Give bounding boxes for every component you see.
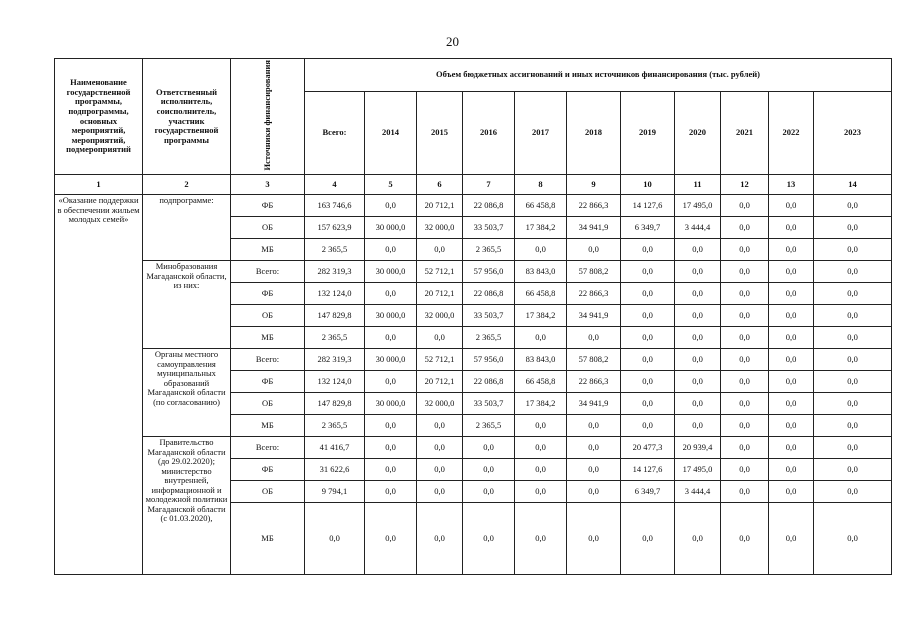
- value-cell: 0,0: [769, 481, 814, 503]
- value-cell: 0,0: [675, 415, 721, 437]
- value-cell: 0,0: [675, 327, 721, 349]
- value-cell: 0,0: [721, 503, 769, 575]
- value-cell: 0,0: [814, 349, 892, 371]
- value-cell: 30 000,0: [365, 261, 417, 283]
- value-cell: 83 843,0: [515, 261, 567, 283]
- value-cell: 0,0: [675, 305, 721, 327]
- value-cell: 22 086,8: [463, 283, 515, 305]
- value-cell: 0,0: [365, 459, 417, 481]
- value-cell: 0,0: [621, 327, 675, 349]
- page-number: 20: [446, 34, 459, 49]
- value-cell: 17 384,2: [515, 217, 567, 239]
- value-cell: 0,0: [769, 371, 814, 393]
- value-cell: 0,0: [621, 393, 675, 415]
- value-cell: 282 319,3: [305, 349, 365, 371]
- value-cell: 3 444,4: [675, 217, 721, 239]
- value-cell: 0,0: [621, 371, 675, 393]
- header-column-number: 3: [231, 175, 305, 195]
- value-cell: 34 941,9: [567, 217, 621, 239]
- value-cell: 66 458,8: [515, 371, 567, 393]
- value-cell: 0,0: [769, 503, 814, 575]
- value-cell: 0,0: [567, 459, 621, 481]
- value-cell: 0,0: [417, 415, 463, 437]
- header-funding-source-text: Источники финансирования: [261, 60, 272, 171]
- funding-source-cell: ФБ: [231, 459, 305, 481]
- funding-source-cell: ОБ: [231, 481, 305, 503]
- value-cell: 0,0: [721, 261, 769, 283]
- value-cell: 6 349,7: [621, 217, 675, 239]
- value-cell: 33 503,7: [463, 305, 515, 327]
- value-cell: 0,0: [417, 327, 463, 349]
- executor-cell: Минобразования Магаданской области, из них:: [143, 261, 231, 349]
- value-cell: 22 866,3: [567, 195, 621, 217]
- value-cell: 163 746,6: [305, 195, 365, 217]
- value-cell: 0,0: [567, 503, 621, 575]
- value-cell: 0,0: [463, 503, 515, 575]
- table-row: [55, 349, 892, 371]
- funding-source-cell: ОБ: [231, 217, 305, 239]
- value-cell: 0,0: [365, 195, 417, 217]
- header-column-number: 11: [675, 175, 721, 195]
- value-cell: 0,0: [769, 437, 814, 459]
- value-cell: 0,0: [721, 327, 769, 349]
- value-cell: 0,0: [675, 261, 721, 283]
- value-cell: 0,0: [567, 437, 621, 459]
- value-cell: 147 829,8: [305, 305, 365, 327]
- value-cell: 0,0: [463, 459, 515, 481]
- header-year: 2017: [515, 91, 567, 174]
- value-cell: 0,0: [814, 217, 892, 239]
- value-cell: 32 000,0: [417, 217, 463, 239]
- value-cell: 0,0: [515, 437, 567, 459]
- value-cell: 31 622,6: [305, 459, 365, 481]
- header-year: 2015: [417, 91, 463, 174]
- header-year: 2020: [675, 91, 721, 174]
- value-cell: 57 808,2: [567, 261, 621, 283]
- value-cell: 20 939,4: [675, 437, 721, 459]
- value-cell: 147 829,8: [305, 393, 365, 415]
- value-cell: 0,0: [567, 481, 621, 503]
- header-executor: Ответственный исполнитель, соисполнитель, участник государственной программы: [143, 59, 231, 175]
- header-column-number: 9: [567, 175, 621, 195]
- value-cell: 0,0: [675, 283, 721, 305]
- value-cell: 17 384,2: [515, 393, 567, 415]
- value-cell: 66 458,8: [515, 283, 567, 305]
- value-cell: 0,0: [365, 503, 417, 575]
- value-cell: 0,0: [814, 327, 892, 349]
- value-cell: 0,0: [365, 371, 417, 393]
- value-cell: 0,0: [769, 459, 814, 481]
- value-cell: 0,0: [365, 327, 417, 349]
- value-cell: 0,0: [721, 195, 769, 217]
- value-cell: 0,0: [463, 437, 515, 459]
- value-cell: 0,0: [814, 437, 892, 459]
- header-year: 2023: [814, 91, 892, 174]
- value-cell: 0,0: [417, 437, 463, 459]
- value-cell: 0,0: [417, 503, 463, 575]
- value-cell: 0,0: [814, 393, 892, 415]
- funding-source-cell: МБ: [231, 239, 305, 261]
- funding-source-cell: ФБ: [231, 371, 305, 393]
- value-cell: 0,0: [675, 239, 721, 261]
- value-cell: 20 712,1: [417, 371, 463, 393]
- value-cell: 83 843,0: [515, 349, 567, 371]
- value-cell: 0,0: [515, 239, 567, 261]
- value-cell: 0,0: [621, 261, 675, 283]
- value-cell: 132 124,0: [305, 283, 365, 305]
- value-cell: 6 349,7: [621, 481, 675, 503]
- header-year: 2019: [621, 91, 675, 174]
- value-cell: 33 503,7: [463, 217, 515, 239]
- header-year: 2018: [567, 91, 621, 174]
- value-cell: 14 127,6: [621, 195, 675, 217]
- value-cell: 282 319,3: [305, 261, 365, 283]
- funding-source-cell: ФБ: [231, 283, 305, 305]
- funding-source-cell: Всего:: [231, 261, 305, 283]
- header-column-number: 14: [814, 175, 892, 195]
- value-cell: 0,0: [814, 261, 892, 283]
- value-cell: 0,0: [769, 195, 814, 217]
- value-cell: 0,0: [567, 415, 621, 437]
- funding-source-cell: Всего:: [231, 437, 305, 459]
- value-cell: 0,0: [567, 327, 621, 349]
- value-cell: 0,0: [515, 503, 567, 575]
- value-cell: 30 000,0: [365, 393, 417, 415]
- value-cell: 0,0: [721, 305, 769, 327]
- value-cell: 0,0: [721, 437, 769, 459]
- value-cell: 0,0: [305, 503, 365, 575]
- value-cell: 157 623,9: [305, 217, 365, 239]
- value-cell: 0,0: [515, 481, 567, 503]
- header-year: Всего:: [305, 91, 365, 174]
- program-name-cell: «Оказание поддержки в обеспечении жильем молодых семей»: [55, 195, 143, 575]
- header-column-number: 5: [365, 175, 417, 195]
- header-year: 2021: [721, 91, 769, 174]
- value-cell: 0,0: [365, 437, 417, 459]
- value-cell: 0,0: [814, 415, 892, 437]
- value-cell: 30 000,0: [365, 217, 417, 239]
- value-cell: 2 365,5: [463, 415, 515, 437]
- value-cell: 0,0: [417, 459, 463, 481]
- value-cell: 32 000,0: [417, 305, 463, 327]
- value-cell: 132 124,0: [305, 371, 365, 393]
- value-cell: 0,0: [621, 503, 675, 575]
- value-cell: 41 416,7: [305, 437, 365, 459]
- executor-cell: Органы местного самоуправления муниципальных образований Магаданской области (по согласованию): [143, 349, 231, 437]
- header-year: 2014: [365, 91, 417, 174]
- value-cell: 20 477,3: [621, 437, 675, 459]
- value-cell: 0,0: [365, 415, 417, 437]
- header-program-name: Наименование государственной программы, подпрограммы, основных мероприятий, мероприятий, подмероприятий: [55, 59, 143, 175]
- value-cell: 0,0: [675, 393, 721, 415]
- value-cell: 57 956,0: [463, 261, 515, 283]
- table-row: [55, 437, 892, 459]
- value-cell: 0,0: [721, 393, 769, 415]
- value-cell: 0,0: [675, 503, 721, 575]
- value-cell: 0,0: [721, 239, 769, 261]
- value-cell: 0,0: [769, 239, 814, 261]
- value-cell: 0,0: [721, 481, 769, 503]
- value-cell: 33 503,7: [463, 393, 515, 415]
- value-cell: 0,0: [769, 393, 814, 415]
- value-cell: 0,0: [621, 283, 675, 305]
- header-column-number: 10: [621, 175, 675, 195]
- value-cell: 2 365,5: [305, 415, 365, 437]
- value-cell: 0,0: [769, 327, 814, 349]
- value-cell: 0,0: [675, 371, 721, 393]
- value-cell: 52 712,1: [417, 349, 463, 371]
- value-cell: 66 458,8: [515, 195, 567, 217]
- value-cell: 0,0: [515, 327, 567, 349]
- value-cell: 30 000,0: [365, 305, 417, 327]
- value-cell: 22 086,8: [463, 371, 515, 393]
- table-row: [55, 261, 892, 283]
- funding-source-cell: МБ: [231, 503, 305, 575]
- value-cell: 0,0: [769, 305, 814, 327]
- value-cell: 0,0: [769, 415, 814, 437]
- value-cell: 22 866,3: [567, 371, 621, 393]
- value-cell: 0,0: [621, 349, 675, 371]
- value-cell: 0,0: [365, 283, 417, 305]
- header-column-number: 13: [769, 175, 814, 195]
- value-cell: 32 000,0: [417, 393, 463, 415]
- value-cell: 0,0: [721, 415, 769, 437]
- value-cell: 0,0: [365, 481, 417, 503]
- value-cell: 0,0: [515, 459, 567, 481]
- value-cell: 34 941,9: [567, 393, 621, 415]
- value-cell: 0,0: [814, 503, 892, 575]
- value-cell: 3 444,4: [675, 481, 721, 503]
- budget-table: [54, 58, 892, 575]
- value-cell: 30 000,0: [365, 349, 417, 371]
- header-column-number: 7: [463, 175, 515, 195]
- value-cell: 0,0: [365, 239, 417, 261]
- value-cell: 0,0: [814, 283, 892, 305]
- value-cell: 2 365,5: [305, 327, 365, 349]
- value-cell: 20 712,1: [417, 283, 463, 305]
- value-cell: 57 956,0: [463, 349, 515, 371]
- funding-source-cell: МБ: [231, 327, 305, 349]
- value-cell: 0,0: [721, 459, 769, 481]
- header-column-number: 4: [305, 175, 365, 195]
- value-cell: 14 127,6: [621, 459, 675, 481]
- value-cell: 0,0: [417, 481, 463, 503]
- header-funding-source: [231, 59, 305, 175]
- header-column-number: 8: [515, 175, 567, 195]
- value-cell: 57 808,2: [567, 349, 621, 371]
- value-cell: 0,0: [621, 239, 675, 261]
- value-cell: 17 495,0: [675, 195, 721, 217]
- funding-source-cell: МБ: [231, 415, 305, 437]
- value-cell: 0,0: [721, 283, 769, 305]
- value-cell: 0,0: [621, 415, 675, 437]
- header-column-number: 12: [721, 175, 769, 195]
- value-cell: 0,0: [814, 371, 892, 393]
- value-cell: 0,0: [463, 481, 515, 503]
- value-cell: 17 495,0: [675, 459, 721, 481]
- funding-source-cell: ФБ: [231, 195, 305, 217]
- value-cell: 0,0: [814, 481, 892, 503]
- value-cell: 52 712,1: [417, 261, 463, 283]
- value-cell: 20 712,1: [417, 195, 463, 217]
- executor-cell: Правительство Магаданской области (до 29.02.2020); министерство внутренней, информационной и молодежной политики Магаданской области (с 01.03.2020),: [143, 437, 231, 575]
- value-cell: 17 384,2: [515, 305, 567, 327]
- value-cell: 0,0: [814, 195, 892, 217]
- funding-source-cell: ОБ: [231, 393, 305, 415]
- value-cell: 0,0: [814, 239, 892, 261]
- value-cell: 0,0: [814, 459, 892, 481]
- table-body: [55, 195, 892, 575]
- value-cell: 22 086,8: [463, 195, 515, 217]
- value-cell: 22 866,3: [567, 283, 621, 305]
- value-cell: 0,0: [721, 217, 769, 239]
- value-cell: 0,0: [567, 239, 621, 261]
- value-cell: 0,0: [769, 261, 814, 283]
- header-year: 2016: [463, 91, 515, 174]
- value-cell: 2 365,5: [463, 327, 515, 349]
- value-cell: 0,0: [769, 283, 814, 305]
- value-cell: 2 365,5: [463, 239, 515, 261]
- funding-source-cell: Всего:: [231, 349, 305, 371]
- value-cell: 0,0: [721, 349, 769, 371]
- value-cell: 0,0: [814, 305, 892, 327]
- funding-source-cell: ОБ: [231, 305, 305, 327]
- value-cell: 2 365,5: [305, 239, 365, 261]
- header-budget-volume: Объем бюджетных ассигнований и иных источников финансирования (тыс. рублей): [305, 59, 892, 92]
- header-year: 2022: [769, 91, 814, 174]
- value-cell: 34 941,9: [567, 305, 621, 327]
- value-cell: 0,0: [515, 415, 567, 437]
- header-column-number: 2: [143, 175, 231, 195]
- value-cell: 0,0: [769, 349, 814, 371]
- header-column-number: 1: [55, 175, 143, 195]
- value-cell: 0,0: [721, 371, 769, 393]
- value-cell: 0,0: [675, 349, 721, 371]
- header-numbers-row: [55, 175, 892, 195]
- header-column-number: 6: [417, 175, 463, 195]
- value-cell: 0,0: [417, 239, 463, 261]
- value-cell: 0,0: [769, 217, 814, 239]
- value-cell: 0,0: [621, 305, 675, 327]
- executor-cell: подпрограмме:: [143, 195, 231, 261]
- table-row: [55, 195, 892, 217]
- value-cell: 9 794,1: [305, 481, 365, 503]
